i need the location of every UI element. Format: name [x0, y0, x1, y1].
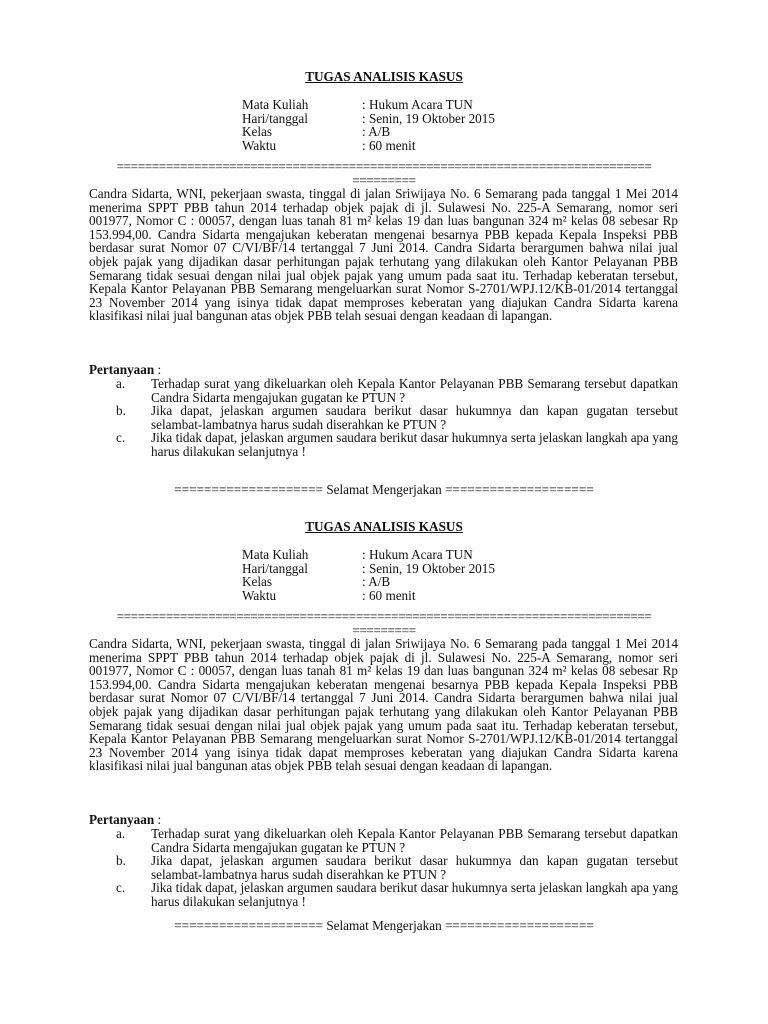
questions-heading-label: Pertanyaan: [89, 362, 155, 377]
question-item: [89, 431, 678, 458]
meta-key: Hari/tanggal: [242, 560, 308, 576]
question-marker: b.: [116, 403, 126, 419]
question-text: Jika dapat, jelaskan argumen saudara berikut dasar hukumnya dan kapan gugatan tersebut selambat-lambatnya harus sudah diserahkan ke PTUN ?: [151, 403, 678, 432]
question-text: Jika tidak dapat, jelaskan argumen saudara berikut dasar hukumnya serta jelaskan langkah apa yang harus dilakukan selanjutnya !: [151, 880, 678, 909]
meta-key: Hari/tanggal: [242, 110, 308, 126]
meta-value: : 60 menit: [362, 587, 416, 603]
meta-row-date: [242, 112, 495, 126]
meta-value: : A/B: [362, 124, 391, 140]
meta-row-course: [242, 98, 495, 112]
meta-row-class: [242, 575, 495, 589]
question-marker: a.: [116, 826, 126, 841]
meta-row-class: [242, 125, 495, 139]
question-marker: b.: [116, 853, 126, 869]
meta-row-course: [242, 548, 495, 562]
separator-rule: ============================================================================: [116, 160, 652, 174]
question-marker: a.: [116, 376, 126, 391]
meta-key: Waktu: [242, 587, 277, 603]
assignment-title: TUGAS ANALISIS KASUS: [305, 519, 463, 534]
questions-list: [89, 827, 678, 909]
questions-heading-label: Pertanyaan: [89, 812, 155, 827]
meta-value: : Senin, 19 Oktober 2015: [362, 110, 495, 126]
meta-value: : A/B: [362, 574, 391, 590]
assignment-meta: [242, 98, 495, 152]
question-marker: c.: [116, 880, 126, 896]
separator-rule-tail: =========: [352, 624, 416, 638]
meta-value: : Hukum Acara TUN: [362, 97, 473, 112]
question-text: Terhadap surat yang dikeluarkan oleh Kepala Kantor Pelayanan PBB Semarang tersebut dapatkan Candra Sidarta mengajukan gugatan ke PTUN ?: [151, 376, 678, 405]
question-text: Jika dapat, jelaskan argumen saudara berikut dasar hukumnya dan kapan gugatan tersebut selambat-lambatnya harus sudah diserahkan ke PTUN ?: [151, 853, 678, 882]
meta-value: : Hukum Acara TUN: [362, 547, 473, 562]
question-item: [89, 827, 678, 854]
meta-value: : 60 menit: [362, 137, 416, 153]
meta-key: Mata Kuliah: [242, 547, 309, 562]
questions-heading: [89, 813, 161, 827]
question-marker: c.: [116, 430, 126, 446]
meta-key: Kelas: [242, 574, 273, 590]
questions-heading-colon: :: [154, 362, 162, 377]
meta-row-time: [242, 589, 495, 603]
question-item: [89, 377, 678, 404]
meta-value: : Senin, 19 Oktober 2015: [362, 560, 495, 576]
meta-key: Mata Kuliah: [242, 97, 309, 112]
case-paragraph: Candra Sidarta, WNI, pekerjaan swasta, tinggal di jalan Sriwijaya No. 6 Semarang pada tanggal 1 Mei 2014 menerima SPPT PBB tahun 2014 terhadap objek pajak di jl. Sulawesi No. 225-A Semarang, nomor seri 001977, Nomor C : 00057, dengan luas tanah 81 m² kelas 19 dan luas bangunan 324 m² kelas 08 sebesar Rp 153.994,00. Candra Sidarta mengajukan keberatan mengenai besarnya PBB kepada Kepala Inspeksi PBB berdasar surat Nomor 07 C/VI/BF/14 tertanggal 7 Juni 2014. Candra Sidarta berargumen bahwa nilai jual objek pajak yang dijadikan dasar perhitungan pajak terhutang yang dilakukan oleh Kantor Pelayanan PBB Semarang tidak sesuai dengan nilai jual objek pajak yang umum pada saat itu. Terhadap keberatan tersebut, Kepala Kantor Pelayanan PBB Semarang mengeluarkan surat Nomor S-2701/WPJ.12/KB-01/2014 tertanggal 23 November 2014 yang isinya tidak dapat memproses keberatan yang diajukan Candra Sidarta karena klasifikasi nilai jual bangunan atas objek PBB telah sesuai dengan keadaan di lapangan.: [89, 636, 678, 774]
separator-rule: ============================================================================: [116, 610, 652, 624]
question-item: [89, 854, 678, 881]
questions-heading-colon: :: [154, 812, 162, 827]
meta-row-date: [242, 562, 495, 576]
meta-key: Kelas: [242, 124, 273, 140]
questions-heading: [89, 363, 161, 377]
question-item: [89, 881, 678, 908]
question-item: [89, 404, 678, 431]
questions-list: [89, 377, 678, 459]
meta-key: Waktu: [242, 137, 277, 153]
closing-line: ==================== Selamat Mengerjakan ====================: [174, 482, 594, 497]
question-text: Terhadap surat yang dikeluarkan oleh Kepala Kantor Pelayanan PBB Semarang tersebut dapatkan Candra Sidarta mengajukan gugatan ke PTUN ?: [151, 826, 678, 855]
meta-row-time: [242, 139, 495, 153]
assignment-meta: [242, 548, 495, 602]
question-text: Jika tidak dapat, jelaskan argumen saudara berikut dasar hukumnya serta jelaskan langkah apa yang harus dilakukan selanjutnya !: [151, 430, 678, 459]
separator-rule-tail: =========: [352, 174, 416, 188]
assignment-title: TUGAS ANALISIS KASUS: [305, 69, 463, 84]
case-paragraph: Candra Sidarta, WNI, pekerjaan swasta, tinggal di jalan Sriwijaya No. 6 Semarang pada tanggal 1 Mei 2014 menerima SPPT PBB tahun 2014 terhadap objek pajak di jl. Sulawesi No. 225-A Semarang, nomor seri 001977, Nomor C : 00057, dengan luas tanah 81 m² kelas 19 dan luas bangunan 324 m² kelas 08 sebesar Rp 153.994,00. Candra Sidarta mengajukan keberatan mengenai besarnya PBB kepada Kepala Inspeksi PBB berdasar surat Nomor 07 C/VI/BF/14 tertanggal 7 Juni 2014. Candra Sidarta berargumen bahwa nilai jual objek pajak yang dijadikan dasar perhitungan pajak terhutang yang dilakukan oleh Kantor Pelayanan PBB Semarang tidak sesuai dengan nilai jual objek pajak yang umum pada saat itu. Terhadap keberatan tersebut, Kepala Kantor Pelayanan PBB Semarang mengeluarkan surat Nomor S-2701/WPJ.12/KB-01/2014 tertanggal 23 November 2014 yang isinya tidak dapat memproses keberatan yang diajukan Candra Sidarta karena klasifikasi nilai jual bangunan atas objek PBB telah sesuai dengan keadaan di lapangan.: [89, 186, 678, 324]
closing-line: ==================== Selamat Mengerjakan ====================: [174, 918, 594, 933]
